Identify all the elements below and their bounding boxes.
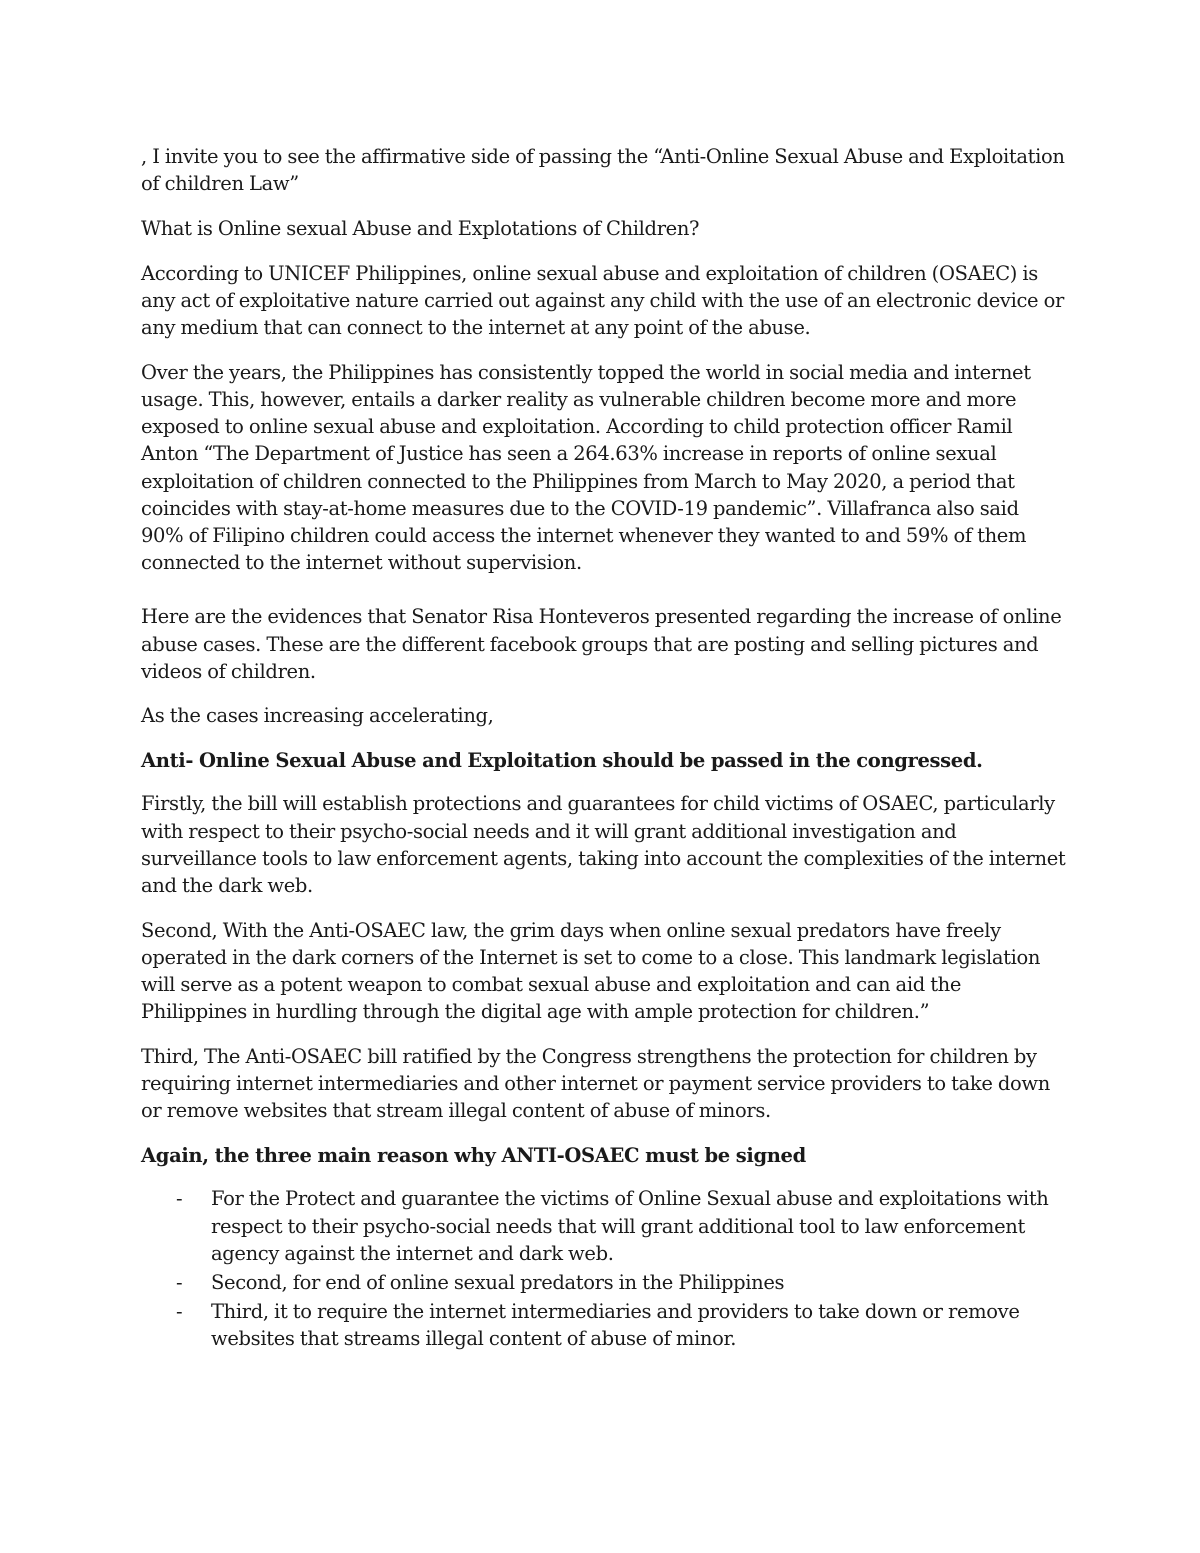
thesis-statement: Anti- Online Sexual Abuse and Exploitation should be passed in the congressed. (141, 749, 983, 773)
list-item (141, 1185, 1066, 1267)
third-argument-paragraph: Third, The Anti-OSAEC bill ratified by the Congress strengthens the protection for children by requiring internet intermediaries and other internet or payment service providers to take down or remove websites that stream illegal content of abuse of minors. (141, 1044, 1050, 1123)
first-argument-paragraph: Firstly, the bill will establish protections and guarantees for child victims of OSAEC, particularly with respect to their psycho-social needs and it will grant additional investigation and surveillance tools to law enforcement agents, taking into account the complexities of the internet and the dark web. (141, 792, 1066, 897)
question-heading: What is Online sexual Abuse and Explotations of Children? (141, 216, 700, 240)
summary-heading: Again, the three main reason why ANTI-OSAEC must be signed (141, 1144, 806, 1168)
intro-paragraph: , I invite you to see the affirmative side of passing the “Anti-Online Sexual Abuse and Exploitation of children Law” (141, 145, 1065, 196)
second-argument-paragraph: Second, With the Anti-OSAEC law, the grim days when online sexual predators have freely operated in the dark corners of the Internet is set to come to a close. This landmark legislation will serve as a potent weapon to combat sexual abuse and exploitation and can aid the Philippines in hurdling through the digital age with ample protection for children.” (141, 918, 1041, 1024)
list-item-text: For the Protect and guarantee the victims of Online Sexual abuse and exploitations with respect to their psycho-social needs that will grant additional tool to law enforcement agency against the internet and dark web. (211, 1187, 1049, 1265)
background-paragraph: Over the years, the Philippines has consistently topped the world in social media and internet usage. This, however, entails a darker reality as vulnerable children become more and more exposed to online sexual abuse and exploitation. According to child protection officer Ramil Anton “The Department of Justice has seen a 264.63% increase in reports of online sexual exploitation of children connected to the Philippines from March to May 2020, a period that coincides with stay-at-home measures due to the COVID-19 pandemic”. Villafranca also said 90% of Filipino children could access the internet whenever they wanted to and 59% of them connected to the internet without supervision. (141, 360, 1031, 575)
transition-paragraph: As the cases increasing accelerating, (141, 704, 494, 728)
definition-paragraph: According to UNICEF Philippines, online sexual abuse and exploitation of children (OSAEC) is any act of exploitative nature carried out against any child with the use of an electronic device or any medium that can connect to the internet at any point of the abuse. (141, 261, 1064, 340)
list-item-text: Second, for end of online sexual predators in the Philippines (211, 1270, 785, 1294)
list-dash: - (176, 1270, 183, 1294)
summary-list (141, 1185, 1066, 1352)
list-item (141, 1269, 1066, 1296)
list-item (141, 1298, 1066, 1352)
evidence-paragraph: Here are the evidences that Senator Risa Honteveros presented regarding the increase of online abuse cases. These are the different facebook groups that are posting and selling pictures and videos of children. (141, 605, 1062, 683)
list-dash: - (176, 1187, 183, 1211)
document-body (141, 143, 1066, 1355)
list-item-text: Third, it to require the internet intermediaries and providers to take down or remove websites that streams illegal content of abuse of minor. (211, 1300, 1020, 1351)
list-dash: - (176, 1300, 183, 1324)
